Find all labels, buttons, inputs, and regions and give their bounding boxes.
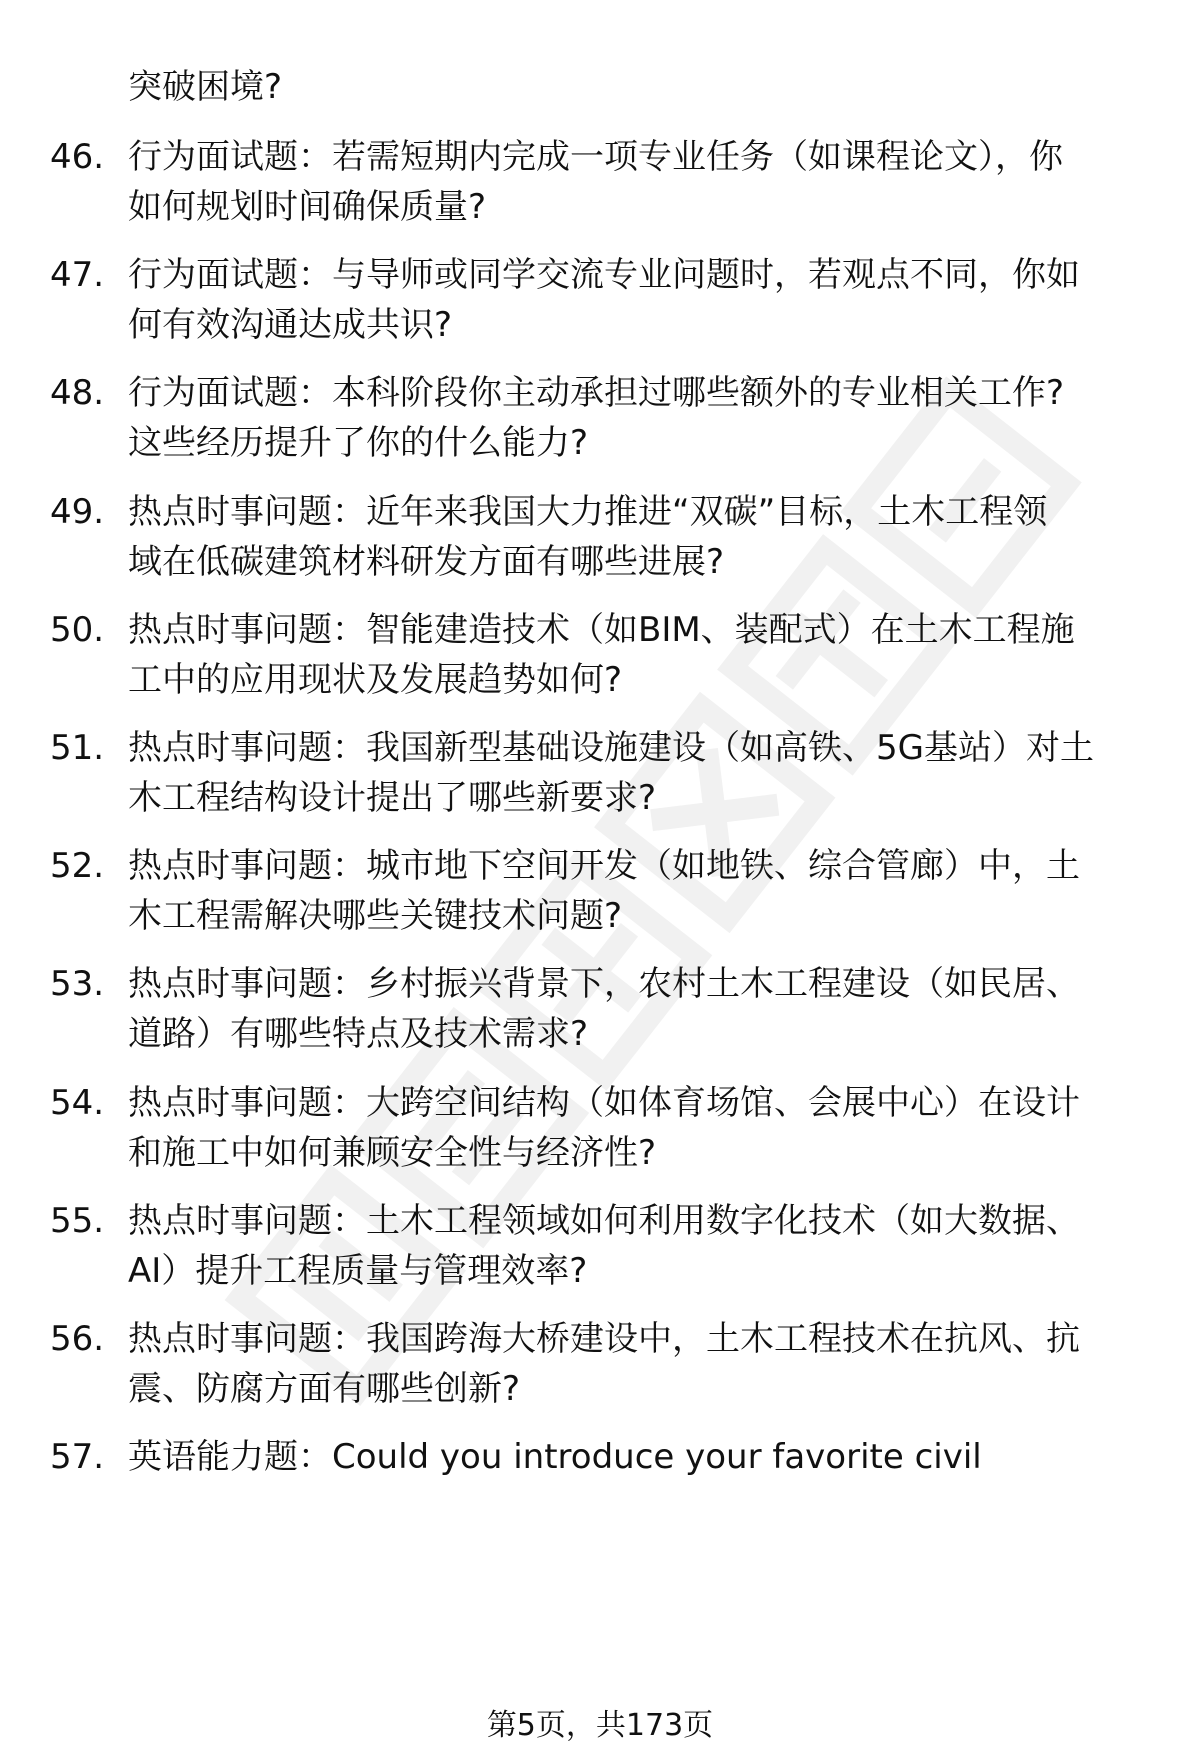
question-text — [128, 487, 1148, 587]
question-text — [128, 605, 1148, 705]
question-number: 55. — [50, 1201, 105, 1241]
question-number: 50. — [50, 610, 105, 650]
question-text — [128, 132, 1148, 232]
question-text-line: 和施工中如何兼顾安全性与经济性? — [128, 1133, 657, 1173]
question-text-line: 震、防腐方面有哪些创新? — [128, 1369, 521, 1409]
question-text-line: AI）提升工程质量与管理效率? — [128, 1251, 588, 1291]
question-text-line: 热点时事问题：智能建造技术（如BIM、装配式）在土木工程施 — [128, 610, 1075, 650]
question-text-line: 热点时事问题：大跨空间结构（如体育场馆、会展中心）在设计 — [128, 1083, 1080, 1123]
question-text — [128, 250, 1148, 350]
question-text-line: 这些经历提升了你的什么能力? — [128, 423, 589, 463]
question-number: 46. — [50, 137, 105, 177]
page-footer: 第5页，共173页 — [486, 1708, 714, 1743]
question-number: 48. — [50, 373, 105, 413]
question-text-line: 热点时事问题：城市地下空间开发（如地铁、综合管廊）中，土 — [128, 846, 1080, 886]
question-text — [128, 1196, 1148, 1296]
question-text-line: 热点时事问题：土木工程领域如何利用数字化技术（如大数据、 — [128, 1201, 1080, 1241]
question-number: 57. — [50, 1437, 105, 1477]
question-number: 47. — [50, 255, 105, 295]
question-text-line: 热点时事问题：我国跨海大桥建设中，土木工程技术在抗风、抗 — [128, 1319, 1080, 1359]
question-number: 51. — [50, 728, 105, 768]
question-text — [128, 723, 1148, 823]
question-text-line: 如何规划时间确保质量? — [128, 187, 487, 227]
question-text-line: 行为面试题：若需短期内完成一项专业任务（如课程论文），你 — [128, 137, 1063, 177]
question-text — [128, 1314, 1148, 1414]
question-text — [128, 368, 1148, 468]
question-text — [128, 1078, 1148, 1178]
question-number: 52. — [50, 846, 105, 886]
question-text-line: 英语能力题：Could you introduce your favorite civil — [128, 1437, 982, 1477]
question-text-line: 木工程结构设计提出了哪些新要求? — [128, 778, 657, 818]
question-number: 49. — [50, 492, 105, 532]
question-text-line: 热点时事问题：乡村振兴背景下，农村土木工程建设（如民居、 — [128, 964, 1080, 1004]
question-text-line: 木工程需解决哪些关键技术问题? — [128, 896, 623, 936]
question-text-line: 道路）有哪些特点及技术需求? — [128, 1014, 589, 1054]
question-text-line: 工中的应用现状及发展趋势如何? — [128, 660, 623, 700]
question-text — [128, 1432, 1148, 1482]
continued-question-text: 突破困境? — [128, 67, 283, 107]
question-number: 54. — [50, 1083, 105, 1123]
question-text-line: 域在低碳建筑材料研发方面有哪些进展? — [128, 542, 725, 582]
question-text-line: 何有效沟通达成共识? — [128, 305, 453, 345]
question-number: 56. — [50, 1319, 105, 1359]
question-text-line: 行为面试题：与导师或同学交流专业问题时，若观点不同，你如 — [128, 255, 1080, 295]
question-text-line: 热点时事问题：我国新型基础设施建设（如高铁、5G基站）对土 — [128, 728, 1094, 768]
question-text — [128, 959, 1148, 1059]
question-text — [128, 841, 1148, 941]
question-number: 53. — [50, 964, 105, 1004]
question-text-line: 热点时事问题：近年来我国大力推进“双碳”目标，土木工程领 — [128, 492, 1048, 532]
question-text-line: 行为面试题：本科阶段你主动承担过哪些额外的专业相关工作? — [128, 373, 1065, 413]
